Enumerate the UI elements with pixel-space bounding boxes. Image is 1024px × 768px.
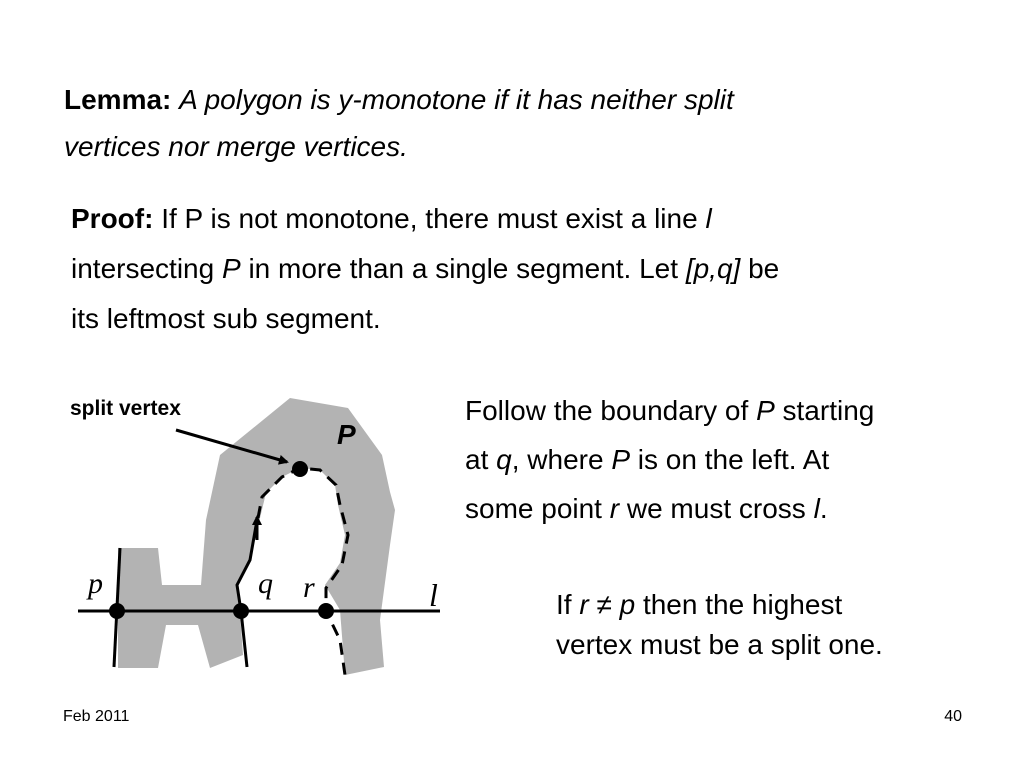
proof-segment-symbol: [p,q] [685,253,741,284]
split-vertex-dot [292,461,308,477]
conclusion-text: vertex must be a split one. [556,629,883,660]
proof-label: Proof: [71,203,154,234]
follow-text: we must cross [626,493,806,524]
page-number: 40 [944,708,962,725]
follow-text: at [465,444,489,475]
lemma-text-line2: vertices nor merge vertices. [64,131,408,162]
proof-text: If P is not monotone, there must exist a line [161,203,698,234]
follow-text: starting [782,395,875,426]
l-label: l [429,577,438,613]
lemma-text-line1: A polygon is y-monotone if it has neither split [179,84,734,115]
follow-polygon-symbol: P [611,444,631,475]
polygon-label: P [337,419,356,450]
conclusion-condition: r ≠ p [579,589,636,620]
vertex-q-dot [233,603,249,619]
q-label: q [258,567,273,600]
follow-text: is on the left. At [637,444,830,475]
follow-text: some point [465,493,602,524]
proof-text: its leftmost sub segment. [71,303,381,334]
follow-polygon-symbol: P [756,395,775,426]
follow-r-symbol: r [609,493,620,524]
follow-text: . [819,493,828,524]
follow-q-symbol: q [496,444,512,475]
footer-date: Feb 2011 [63,708,130,725]
conclusion-text: If [556,589,572,620]
vertex-r-dot [318,603,334,619]
r-label: r [303,571,315,604]
vertex-p-dot [109,603,125,619]
proof-text: intersecting [71,253,215,284]
lemma-label: Lemma: [64,84,172,115]
split-vertex-label: split vertex [70,397,181,420]
proof-line-symbol: l [705,203,712,234]
proof-text: be [748,253,780,284]
proof-text: in more than a single segment. Let [248,253,679,284]
follow-text: , where [511,444,604,475]
p-label: p [88,567,103,600]
follow-text: Follow the boundary of [465,395,749,426]
conclusion-text: then the highest [642,589,843,620]
proof-polygon-symbol: P [221,253,241,284]
follow-line-symbol: l [813,493,820,524]
